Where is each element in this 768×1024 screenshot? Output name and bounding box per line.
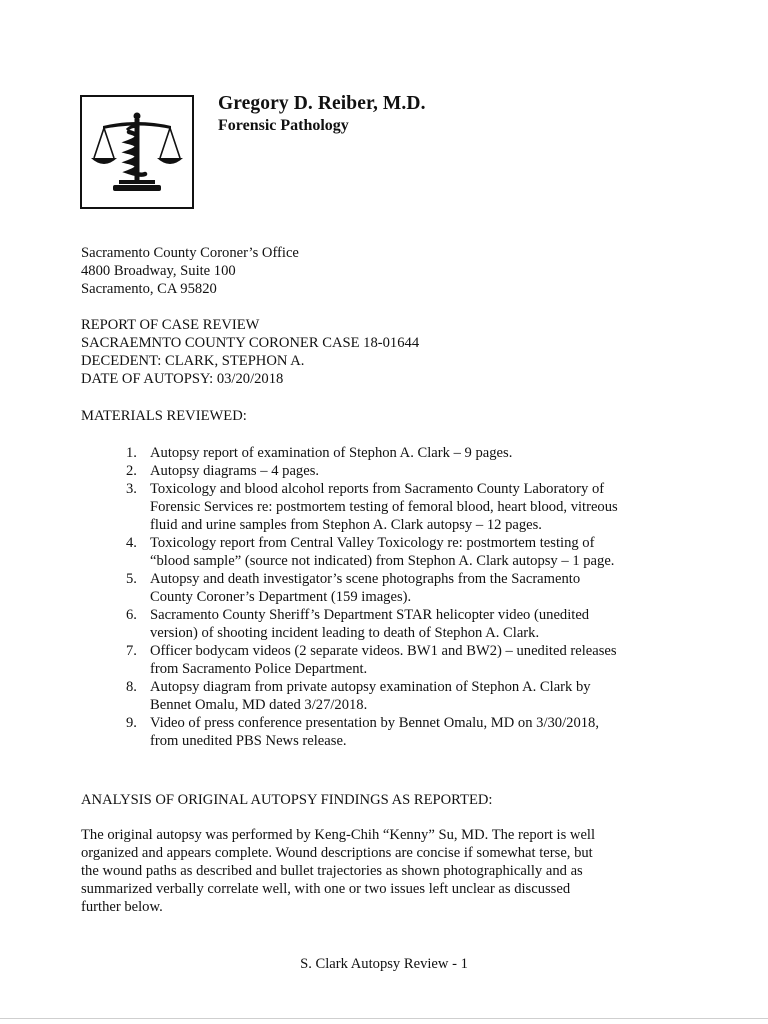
materials-heading: MATERIALS REVIEWED:	[81, 408, 247, 424]
list-item-line: fluid and urine samples from Stephon A. Clark autopsy – 12 pages.	[150, 517, 542, 533]
list-number: 1.	[126, 445, 137, 461]
address-line: Sacramento, CA 95820	[81, 281, 217, 297]
autopsy-date: DATE OF AUTOPSY: 03/20/2018	[81, 371, 284, 387]
list-item	[81, 714, 681, 750]
list-item	[81, 462, 681, 480]
list-number: 6.	[126, 607, 137, 623]
list-item-line: Autopsy diagrams – 4 pages.	[150, 463, 320, 479]
list-item-line: “blood sample” (source not indicated) from Stephon A. Clark autopsy – 1 page.	[150, 553, 615, 569]
list-item	[81, 678, 681, 714]
paragraph-line: summarized verbally correlate well, with one or two issues left unclear as discussed	[81, 881, 571, 897]
list-item	[81, 606, 681, 642]
page-footer: S. Clark Autopsy Review - 1	[300, 956, 468, 972]
case-info	[81, 316, 681, 388]
author-specialty: Forensic Pathology	[218, 117, 349, 134]
materials-list	[81, 444, 681, 750]
analysis-paragraph	[81, 826, 671, 916]
paragraph-line: organized and appears complete. Wound descriptions are concise if somewhat terse, but	[81, 845, 593, 861]
list-item	[81, 642, 681, 678]
list-item-line: Autopsy report of examination of Stephon A. Clark – 9 pages.	[150, 445, 513, 461]
list-item-line: Officer bodycam videos (2 separate videos. BW1 and BW2) – unedited releases	[150, 643, 617, 659]
address-line: Sacramento County Coroner’s Office	[81, 245, 299, 261]
case-number: SACRAEMNTO COUNTY CORONER CASE 18-01644	[81, 335, 420, 351]
author-name: Gregory D. Reiber, M.D.	[218, 93, 426, 114]
page-edge-line	[0, 1018, 768, 1019]
analysis-heading: ANALYSIS OF ORIGINAL AUTOPSY FINDINGS AS REPORTED:	[81, 792, 493, 808]
list-item-line: Video of press conference presentation by Bennet Omalu, MD on 3/30/2018,	[150, 715, 599, 731]
list-number: 4.	[126, 535, 137, 551]
scales-of-justice-caduceus-icon	[89, 110, 185, 194]
address-line: 4800 Broadway, Suite 100	[81, 263, 236, 279]
list-number: 8.	[126, 679, 137, 695]
list-item-line: from Sacramento Police Department.	[150, 661, 368, 677]
paragraph-line: the wound paths as described and bullet trajectories as shown photographically and as	[81, 863, 583, 879]
list-item	[81, 570, 681, 606]
paragraph-line: further below.	[81, 899, 163, 915]
paragraph-line: The original autopsy was performed by Keng-Chih “Kenny” Su, MD. The report is well	[81, 827, 596, 843]
list-item-line: from unedited PBS News release.	[150, 733, 347, 749]
list-item-line: version) of shooting incident leading to death of Stephon A. Clark.	[150, 625, 540, 641]
logo	[80, 95, 194, 209]
list-number: 3.	[126, 481, 137, 497]
list-number: 7.	[126, 643, 137, 659]
list-item-line: Bennet Omalu, MD dated 3/27/2018.	[150, 697, 368, 713]
recipient-address	[81, 244, 681, 298]
list-item-line: Sacramento County Sheriff’s Department STAR helicopter video (unedited	[150, 607, 590, 623]
list-item-line: Autopsy and death investigator’s scene photographs from the Sacramento	[150, 571, 581, 587]
list-item	[81, 444, 681, 462]
list-number: 5.	[126, 571, 137, 587]
list-item-line: Autopsy diagram from private autopsy examination of Stephon A. Clark by	[150, 679, 591, 695]
decedent: DECEDENT: CLARK, STEPHON A.	[81, 353, 305, 369]
list-item-line: Toxicology and blood alcohol reports from Sacramento County Laboratory of	[150, 481, 605, 497]
list-item-line: County Coroner’s Department (159 images).	[150, 589, 412, 605]
list-number: 2.	[126, 463, 137, 479]
report-type: REPORT OF CASE REVIEW	[81, 317, 260, 333]
list-item-line: Forensic Services re: postmortem testing of femoral blood, heart blood, vitreous	[150, 499, 618, 515]
list-item	[81, 480, 681, 534]
list-item-line: Toxicology report from Central Valley Toxicology re: postmortem testing of	[150, 535, 595, 551]
list-number: 9.	[126, 715, 137, 731]
list-item	[81, 534, 681, 570]
